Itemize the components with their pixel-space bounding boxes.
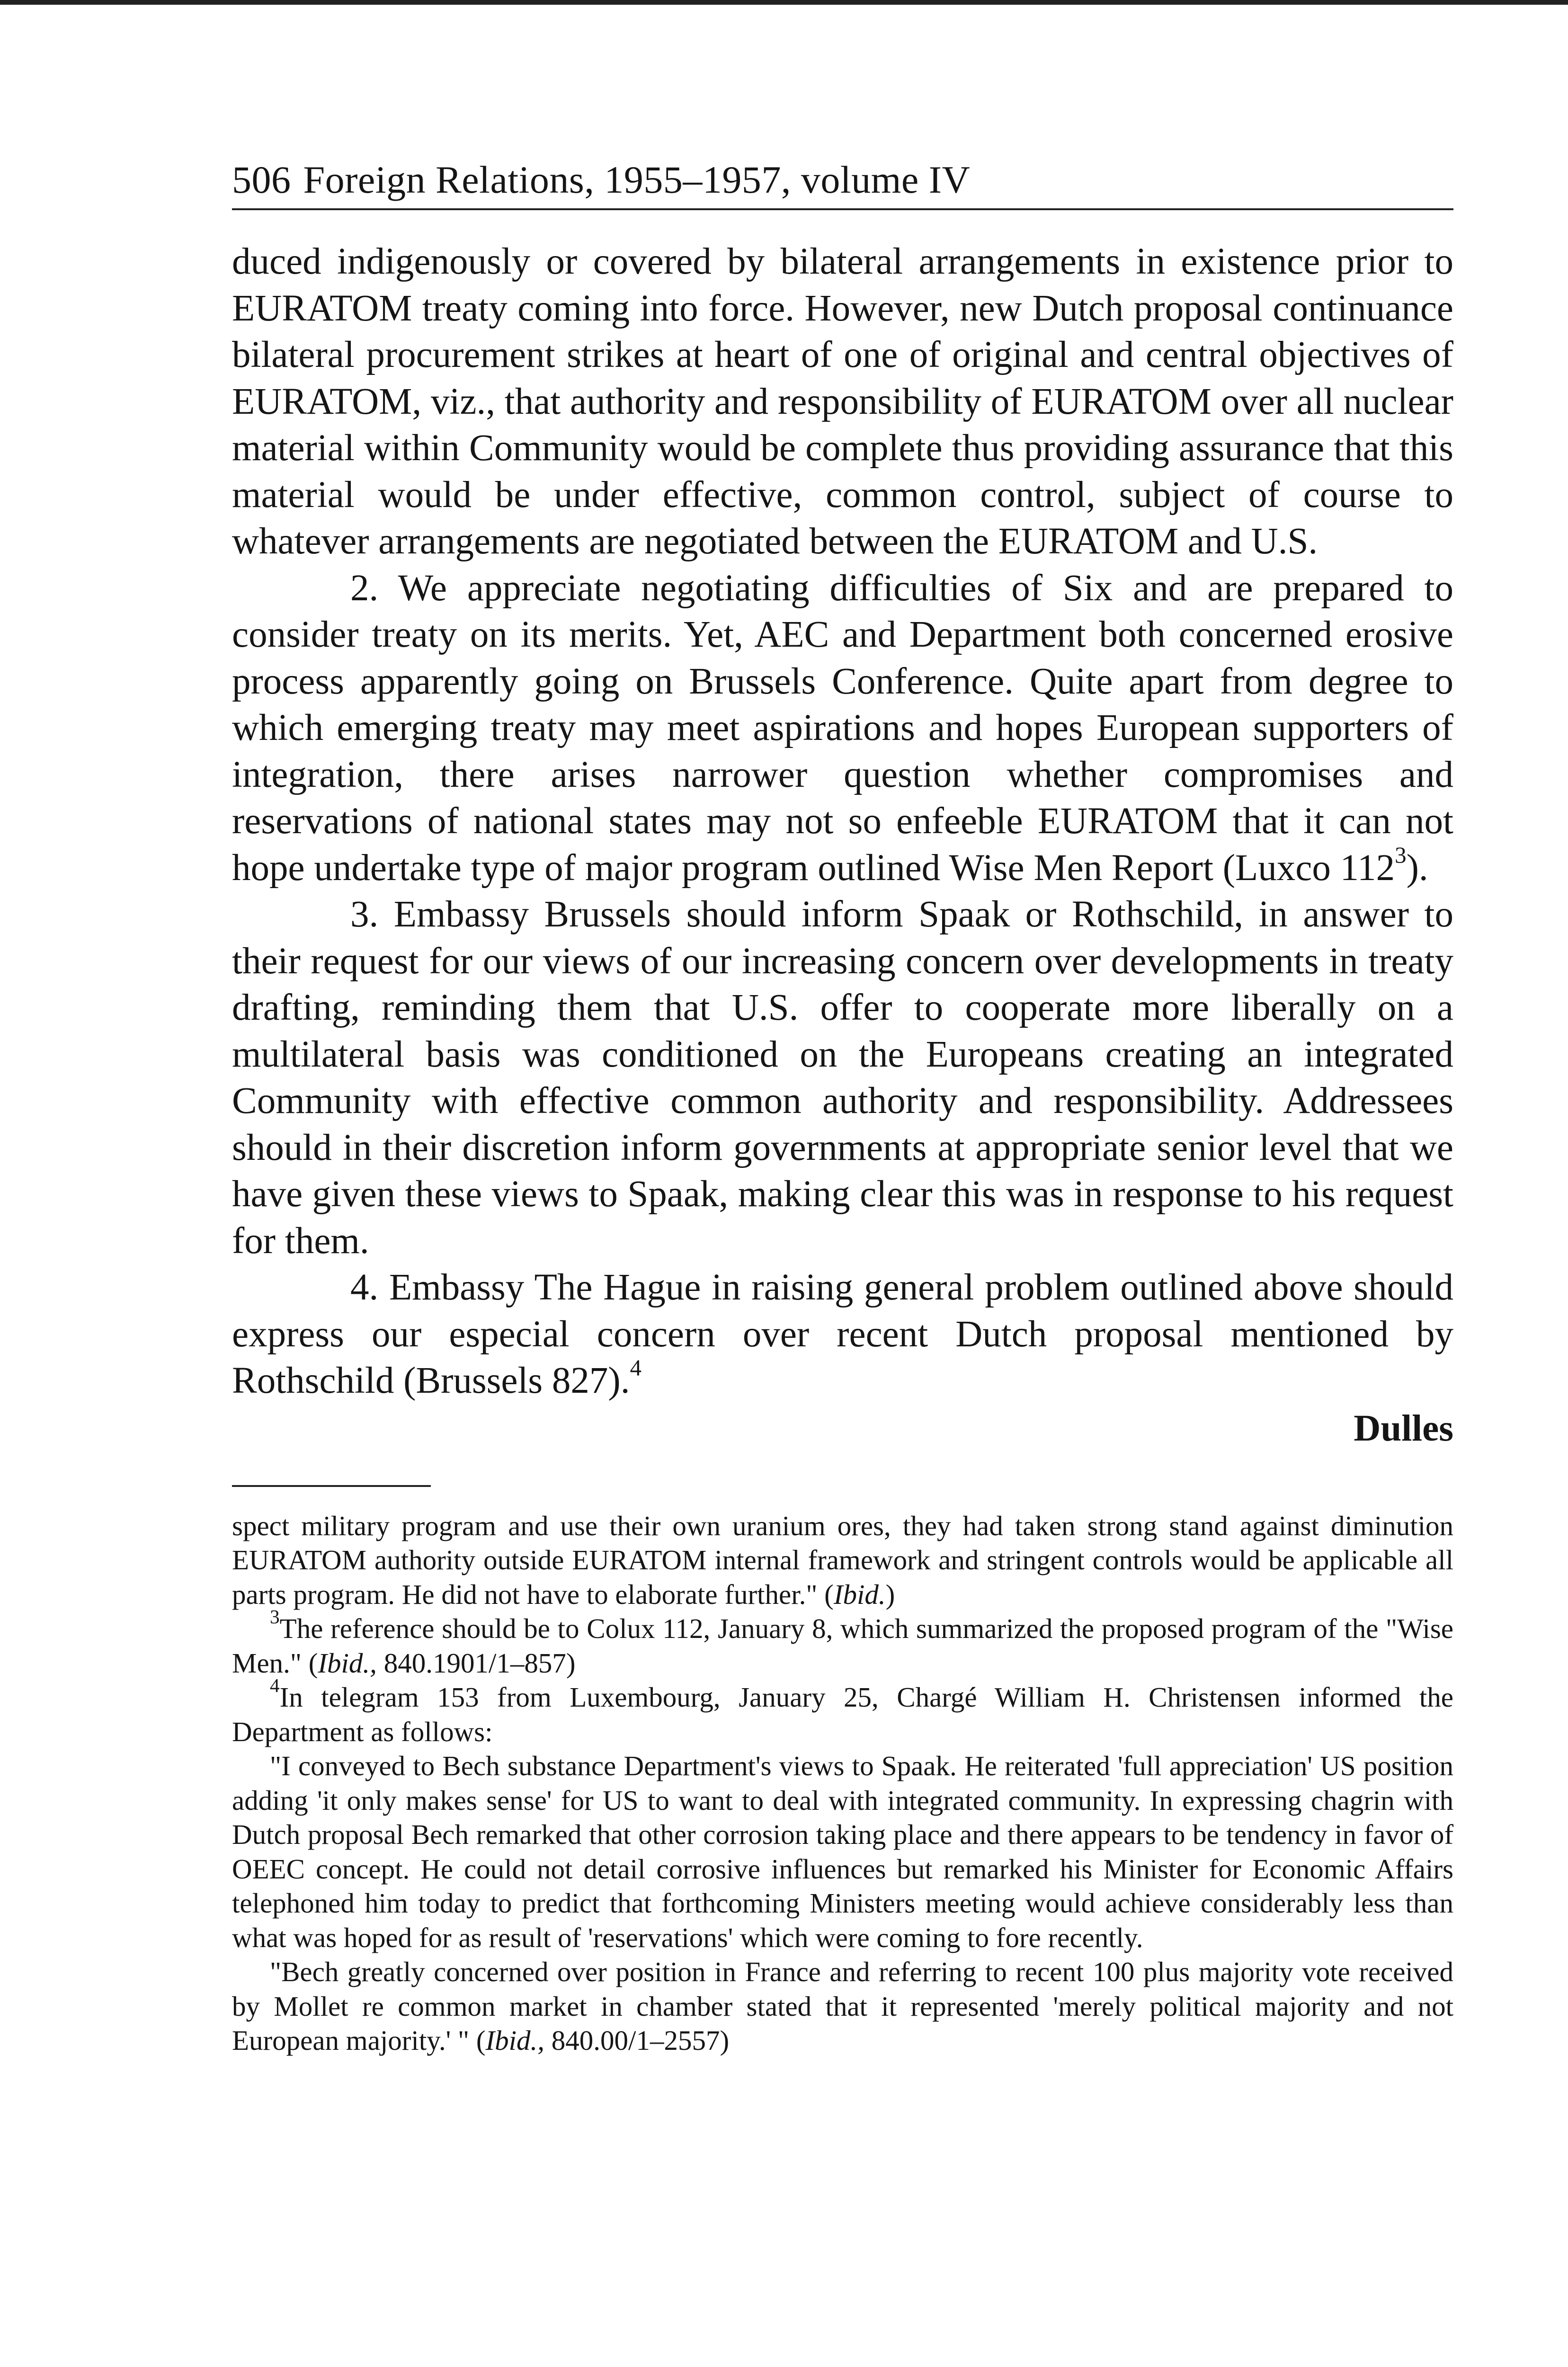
footnote-4	[232, 1674, 1453, 1749]
page-top-border	[0, 0, 1568, 5]
volume-title: Foreign Relations, 1955–1957, volume IV	[303, 158, 971, 201]
footnote-continuation	[232, 1509, 1453, 1612]
footnote-4-cite: Ibid.,	[485, 2025, 545, 2056]
paragraph-4	[232, 1264, 1453, 1405]
footnote-4-end: 840.00/1–2557)	[544, 2025, 730, 2056]
footnotes	[232, 1509, 1453, 2058]
footnote-3-end: 840.1901/1–857)	[376, 1647, 576, 1679]
footnote-divider	[232, 1485, 431, 1487]
paragraph-2-text: 2. We appreciate negotiating difficulties of Six and are prepared to consider treaty on its merits. Yet, AEC and Department both concerned erosive process apparently going on Brussels Conference. Quite apart from degree to which emerging treaty may meet aspirations and hopes European supporters of integration, there arises narrower question whether compromises and reservations of national states may not so enfeeble EURATOM that it can not hope undertake type of major program outlined Wise Men Report (Luxco 112	[232, 567, 1453, 889]
telegram-body	[232, 239, 1453, 1405]
document-page	[232, 156, 1453, 2058]
footnote-ref-4[interactable]: 4	[630, 1354, 641, 1381]
footnote-continuation-end: )	[885, 1578, 895, 1610]
footnote-4-number: 4	[270, 1674, 280, 1697]
footnote-continuation-text: spect military program and use their own uranium ores, they had taken strong stand against diminution EURATOM authority outside EURATOM internal framework and stringent controls would be applicable all parts program. He did not have to elaborate further." (	[232, 1510, 1453, 1610]
footnote-ref-3[interactable]: 3	[1395, 841, 1407, 868]
paragraph-3: 3. Embassy Brussels should inform Spaak or Rothschild, in answer to their request for our views of our increasing concern over developments in treaty drafting, reminding them that U.S. offer to cooperate more liberally on a multilateral basis was conditioned on the Europeans creating an integrated Community with effective common authority and responsibility. Addressees should in their discretion inform governments at appropriate senior level that we have given these views to Spaak, making clear this was in response to his request for them.	[232, 894, 1453, 1262]
running-head	[232, 156, 1453, 210]
footnote-4-quote-2	[232, 1955, 1453, 2058]
paragraph-2-end: ).	[1406, 847, 1428, 889]
footnote-4-text: In telegram 153 from Luxembourg, January 25, Chargé William H. Christensen informed the Department as follows:	[232, 1682, 1453, 1747]
footnote-4-quote-1: "I conveyed to Bech substance Department's views to Spaak. He reiterated 'full appreciation' US position adding 'it only makes sense' for US to want to deal with integrated community. In expressing chagrin with Dutch proposal Bech remarked that other corrosion taking place and there appears to be tendency in favor of OEEC concept. He could not detail corrosive influences but remarked his Minister for Economic Affairs telephoned him today to predict that forthcoming Ministers meeting would achieve considerably less than what was hoped for as result of 'reservations' which were coming to fore recently.	[232, 1750, 1453, 1953]
paragraph-4-text: 4. Embassy The Hague in raising general problem outlined above should express our especial concern over recent Dutch proposal mentioned by Rothschild (Brussels 827).	[232, 1267, 1453, 1401]
signature: Dulles	[1354, 1407, 1453, 1449]
footnote-4-quote-2-text: "Bech greatly concerned over position in France and referring to recent 100 plus majority vote received by Mollet re common market in chamber stated that it represented 'merely political majority and not European majority.' " (	[232, 1956, 1453, 2056]
footnote-3-cite: Ibid.,	[318, 1647, 377, 1679]
footnote-3-text: The reference should be to Colux 112, January 8, which summarized the proposed program of the "Wise Men." (	[232, 1613, 1453, 1679]
paragraph-continuation: duced indigenously or covered by bilateral arrangements in existence prior to EURATOM treaty coming into force. However, new Dutch proposal continuance bilateral procurement strikes at heart of one of original and central objectives of EURATOM, viz., that authority and responsibility of EURATOM over all nuclear material within Community would be complete thus providing assurance that this material would be under effective, common control, subject of course to whatever arrangements are negotiated between the EURATOM and U.S.	[232, 241, 1453, 562]
footnote-3	[232, 1606, 1453, 1680]
footnote-3-number: 3	[270, 1606, 280, 1628]
paragraph-2	[232, 565, 1453, 892]
page-number: 506	[232, 158, 291, 201]
footnote-continuation-cite: Ibid.	[833, 1578, 886, 1610]
